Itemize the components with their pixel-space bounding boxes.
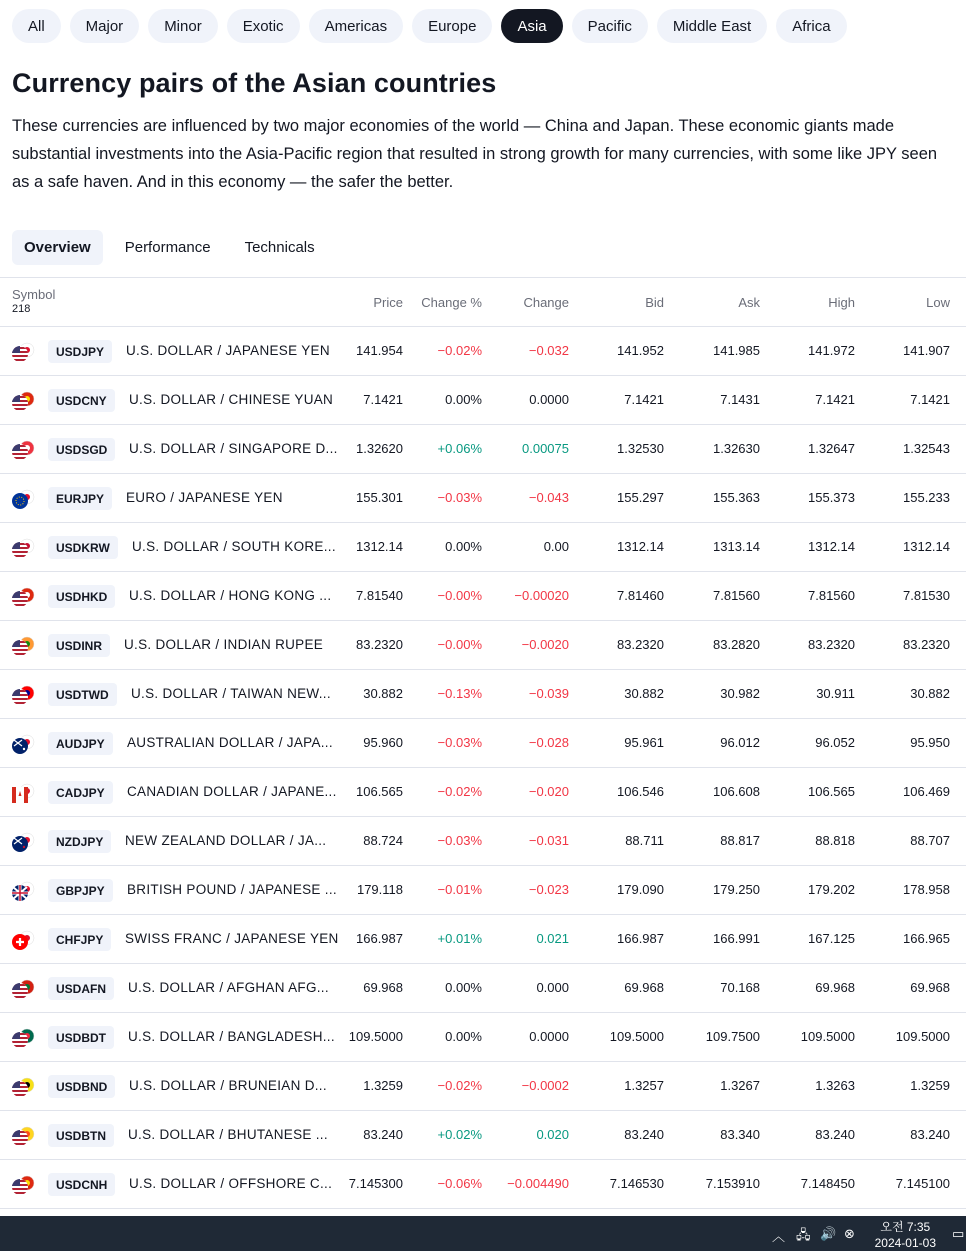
change-pct-cell: +0.01% xyxy=(437,931,482,946)
symbol-badge[interactable]: USDBND xyxy=(48,1075,115,1098)
currency-flag-icon xyxy=(11,1126,35,1146)
symbol-count: 218 xyxy=(12,303,31,315)
ask-cell: 7.81560 xyxy=(713,588,760,603)
taskbar-date: 2024-01-03 xyxy=(874,1236,936,1250)
change-pct-cell: 0.00% xyxy=(445,1029,482,1044)
price-cell: 141.954 xyxy=(356,343,403,358)
change-pct-cell: 0.00% xyxy=(445,539,482,554)
table-row[interactable] xyxy=(0,1160,966,1209)
change-cell: −0.00020 xyxy=(514,588,569,603)
low-cell: 7.145100 xyxy=(895,1176,950,1191)
currency-flag-icon xyxy=(11,391,35,411)
pair-description: U.S. DOLLAR / AFGHAN AFG... xyxy=(128,980,329,995)
currency-flag-icon xyxy=(11,440,35,460)
table-header xyxy=(0,277,966,327)
pair-description: U.S. DOLLAR / JAPANESE YEN xyxy=(126,343,330,358)
change-pct-cell: +0.02% xyxy=(437,1127,482,1142)
pair-description: U.S. DOLLAR / HONG KONG ... xyxy=(129,588,332,603)
ask-cell: 88.817 xyxy=(720,833,760,848)
price-cell: 179.118 xyxy=(356,882,403,897)
change-cell: 0.000 xyxy=(536,980,569,995)
ask-cell: 155.363 xyxy=(713,490,760,505)
change-pct-cell: −0.00% xyxy=(437,588,482,603)
low-cell: 95.950 xyxy=(910,735,950,750)
low-cell: 7.81530 xyxy=(903,588,950,603)
symbol-badge[interactable]: USDHKD xyxy=(48,585,115,608)
change-cell: −0.0002 xyxy=(521,1078,569,1093)
pair-description: U.S. DOLLAR / BRUNEIAN D... xyxy=(129,1078,327,1093)
table-row[interactable] xyxy=(0,474,966,523)
high-cell: 30.911 xyxy=(816,686,855,701)
bid-cell: 83.240 xyxy=(624,1127,664,1142)
table-row[interactable] xyxy=(0,1013,966,1062)
ask-cell: 83.340 xyxy=(720,1127,760,1142)
high-cell: 83.2320 xyxy=(808,637,855,652)
change-cell: 0.021 xyxy=(536,931,569,946)
low-cell: 1.32543 xyxy=(903,441,950,456)
low-cell: 83.240 xyxy=(910,1127,950,1142)
ask-cell: 70.168 xyxy=(720,980,760,995)
symbol-badge[interactable]: USDAFN xyxy=(48,977,114,1000)
tab-performance[interactable]: Performance xyxy=(124,239,211,256)
change-cell: 0.0000 xyxy=(529,1029,569,1044)
currency-flag-icon xyxy=(11,342,35,362)
bid-cell: 109.5000 xyxy=(609,1029,664,1044)
low-cell: 141.907 xyxy=(903,343,950,358)
price-cell: 88.724 xyxy=(363,833,403,848)
pair-description: CANADIAN DOLLAR / JAPANE... xyxy=(127,784,337,799)
currency-flag-icon xyxy=(11,881,35,901)
high-cell: 109.5000 xyxy=(800,1029,855,1044)
change-pct-cell: 0.00% xyxy=(445,392,482,407)
currency-table xyxy=(0,277,966,1209)
currency-flag-icon xyxy=(11,587,35,607)
pair-description: BRITISH POUND / JAPANESE ... xyxy=(127,882,337,897)
bid-cell: 155.297 xyxy=(617,490,664,505)
symbol-badge[interactable]: USDSGD xyxy=(48,438,115,461)
price-cell: 7.81540 xyxy=(356,588,403,603)
bid-cell: 179.090 xyxy=(617,882,664,897)
symbol-header-label: Symbol xyxy=(12,287,56,302)
bid-cell: 7.1421 xyxy=(624,392,664,407)
high-cell: 1.32647 xyxy=(808,441,855,456)
change-cell: −0.004490 xyxy=(507,1176,569,1191)
price-cell: 95.960 xyxy=(363,735,403,750)
price-cell: 1.32620 xyxy=(356,441,403,456)
change-cell: −0.043 xyxy=(528,490,569,505)
filter-chip-americas[interactable]: Americas xyxy=(309,9,404,43)
pair-description: U.S. DOLLAR / SINGAPORE D... xyxy=(129,441,338,456)
bid-cell: 1.3257 xyxy=(624,1078,664,1093)
change-cell: 0.0000 xyxy=(529,392,569,407)
pair-description: U.S. DOLLAR / CHINESE YUAN xyxy=(129,392,334,407)
table-row[interactable] xyxy=(0,866,966,915)
price-cell: 7.1421 xyxy=(363,392,403,407)
currency-flag-icon xyxy=(11,930,35,950)
bid-cell: 1.32530 xyxy=(617,441,664,456)
filter-chip-asia[interactable]: Asia xyxy=(501,9,562,43)
currency-flag-icon xyxy=(11,783,35,803)
currency-flag-icon xyxy=(11,1077,35,1097)
pair-description: U.S. DOLLAR / BHUTANESE ... xyxy=(128,1127,328,1142)
pair-description: NEW ZEALAND DOLLAR / JA... xyxy=(125,833,327,848)
change-cell: −0.028 xyxy=(528,735,569,750)
price-cell: 30.882 xyxy=(363,686,403,701)
price-cell: 166.987 xyxy=(356,931,403,946)
currency-flag-icon xyxy=(11,1175,35,1195)
chevron-up-icon[interactable]: ︿ xyxy=(772,1229,786,1244)
symbol-badge[interactable]: CADJPY xyxy=(48,781,113,804)
change-pct-column-header[interactable]: Change % xyxy=(421,295,482,310)
change-cell: −0.031 xyxy=(528,833,569,848)
change-pct-cell: −0.02% xyxy=(437,784,482,799)
high-column-header[interactable]: High xyxy=(828,295,855,310)
ask-cell: 179.250 xyxy=(713,882,760,897)
symbol-badge[interactable]: USDBTN xyxy=(48,1124,114,1147)
low-column-header[interactable]: Low xyxy=(926,295,950,310)
table-row[interactable] xyxy=(0,621,966,670)
high-cell: 7.148450 xyxy=(800,1176,855,1191)
symbol-badge[interactable]: NZDJPY xyxy=(48,830,111,853)
price-cell: 83.240 xyxy=(363,1127,403,1142)
low-cell: 109.5000 xyxy=(895,1029,950,1044)
bid-cell: 83.2320 xyxy=(617,637,664,652)
symbol-badge[interactable]: USDJPY xyxy=(48,340,112,363)
table-body xyxy=(0,327,966,1209)
filter-chip-exotic[interactable]: Exotic xyxy=(227,9,300,43)
filter-chip-major[interactable]: Major xyxy=(70,9,140,43)
change-cell: 0.00075 xyxy=(522,441,569,456)
high-cell: 7.1421 xyxy=(815,392,855,407)
low-cell: 1312.14 xyxy=(903,539,950,554)
market-filter-chips xyxy=(12,9,847,43)
table-row[interactable] xyxy=(0,327,966,376)
table-row[interactable] xyxy=(0,1062,966,1111)
bid-cell: 141.952 xyxy=(617,343,664,358)
high-cell: 88.818 xyxy=(815,833,855,848)
table-row[interactable] xyxy=(0,376,966,425)
table-row[interactable] xyxy=(0,572,966,621)
bid-cell: 106.546 xyxy=(617,784,664,799)
change-cell: 0.020 xyxy=(536,1127,569,1142)
price-cell: 1312.14 xyxy=(356,539,403,554)
ask-cell: 7.153910 xyxy=(705,1176,760,1191)
symbol-badge[interactable]: EURJPY xyxy=(48,487,112,510)
pair-description: U.S. DOLLAR / OFFSHORE C... xyxy=(129,1176,333,1191)
filter-chip-middle-east[interactable]: Middle East xyxy=(657,9,767,43)
pair-description: SWISS FRANC / JAPANESE YEN xyxy=(125,931,339,946)
symbol-badge[interactable]: USDCNY xyxy=(48,389,115,412)
currency-flag-icon xyxy=(11,489,35,509)
pair-description: U.S. DOLLAR / INDIAN RUPEE xyxy=(124,637,324,652)
windows-taskbar xyxy=(0,1216,966,1251)
bid-cell: 95.961 xyxy=(624,735,664,750)
currency-flag-icon xyxy=(11,979,35,999)
table-row[interactable] xyxy=(0,768,966,817)
change-pct-cell: −0.03% xyxy=(437,490,482,505)
tab-overview[interactable]: Overview xyxy=(12,230,103,265)
currency-flag-icon xyxy=(11,734,35,754)
currency-flag-icon xyxy=(11,538,35,558)
high-cell: 1.3263 xyxy=(815,1078,855,1093)
change-pct-cell: −0.13% xyxy=(437,686,482,701)
tab-technicals[interactable]: Technicals xyxy=(244,239,315,256)
ask-cell: 7.1431 xyxy=(720,392,760,407)
ask-column-header[interactable]: Ask xyxy=(738,295,760,310)
taskbar-clock[interactable] xyxy=(875,1219,936,1251)
change-pct-cell: −0.02% xyxy=(437,1078,482,1093)
change-pct-cell: −0.03% xyxy=(437,735,482,750)
change-pct-cell: −0.02% xyxy=(437,343,482,358)
table-row[interactable] xyxy=(0,719,966,768)
low-cell: 69.968 xyxy=(910,980,950,995)
symbol-badge[interactable]: CHFJPY xyxy=(48,928,111,951)
low-cell: 106.469 xyxy=(903,784,950,799)
high-cell: 167.125 xyxy=(808,931,855,946)
symbol-badge[interactable]: USDTWD xyxy=(48,683,117,706)
change-cell: −0.039 xyxy=(528,686,569,701)
low-cell: 178.958 xyxy=(903,882,950,897)
ask-cell: 1313.14 xyxy=(713,539,760,554)
ask-cell: 1.32630 xyxy=(713,441,760,456)
price-column-header[interactable]: Price xyxy=(373,295,403,310)
table-row[interactable] xyxy=(0,523,966,572)
pair-description: U.S. DOLLAR / TAIWAN NEW... xyxy=(131,686,331,701)
low-cell: 7.1421 xyxy=(910,392,950,407)
low-cell: 30.882 xyxy=(910,686,950,701)
high-cell: 1312.14 xyxy=(808,539,855,554)
symbol-column-header[interactable] xyxy=(12,287,55,317)
change-cell: −0.0020 xyxy=(521,637,569,652)
symbol-badge[interactable]: USDCNH xyxy=(48,1173,115,1196)
bid-cell: 88.711 xyxy=(625,833,664,848)
ask-cell: 30.982 xyxy=(720,686,760,701)
high-cell: 69.968 xyxy=(815,980,855,995)
high-cell: 141.972 xyxy=(808,343,855,358)
currency-flag-icon xyxy=(11,832,35,852)
filter-chip-pacific[interactable]: Pacific xyxy=(572,9,648,43)
change-pct-cell: +0.06% xyxy=(437,441,482,456)
network-icon[interactable]: 🖧 xyxy=(796,1227,811,1242)
filter-chip-minor[interactable]: Minor xyxy=(148,9,218,43)
page-description: These currencies are influenced by two major economies of the world — China and Japan. These economic giants made substantial investments into the Asia-Pacific region that resulted in strong growth for many currencies, with some like JPY seen as a safe haven. And in this economy — the safer the better. xyxy=(12,117,938,191)
table-row[interactable] xyxy=(0,964,966,1013)
symbol-badge[interactable]: AUDJPY xyxy=(48,732,113,755)
price-cell: 7.145300 xyxy=(348,1176,403,1191)
low-cell: 155.233 xyxy=(903,490,950,505)
high-cell: 179.202 xyxy=(808,882,855,897)
table-row[interactable] xyxy=(0,915,966,964)
change-cell: −0.020 xyxy=(528,784,569,799)
price-cell: 1.3259 xyxy=(363,1078,403,1093)
pair-description: EURO / JAPANESE YEN xyxy=(126,490,283,505)
bid-cell: 7.146530 xyxy=(609,1176,664,1191)
table-row[interactable] xyxy=(0,817,966,866)
pair-description: U.S. DOLLAR / BANGLADESH... xyxy=(128,1029,335,1044)
price-cell: 155.301 xyxy=(356,490,403,505)
change-pct-cell: −0.03% xyxy=(437,833,482,848)
currency-flag-icon xyxy=(11,685,35,705)
change-column-header[interactable]: Change xyxy=(523,295,569,310)
price-cell: 109.5000 xyxy=(348,1029,403,1044)
ask-cell: 109.7500 xyxy=(705,1029,760,1044)
ask-cell: 141.985 xyxy=(713,343,760,358)
taskbar-time: 오전 7:35 xyxy=(880,1220,931,1234)
page-title: Currency pairs of the Asian countries xyxy=(12,68,497,98)
symbol-badge[interactable]: GBPJPY xyxy=(48,879,113,902)
ask-cell: 106.608 xyxy=(713,784,760,799)
ask-cell: 83.2820 xyxy=(713,637,760,652)
filter-chip-europe[interactable]: Europe xyxy=(412,9,492,43)
high-cell: 7.81560 xyxy=(808,588,855,603)
table-row[interactable] xyxy=(0,425,966,474)
close-circle-icon[interactable]: ⊗ xyxy=(844,1226,855,1241)
bid-cell: 1312.14 xyxy=(617,539,664,554)
pair-description: U.S. DOLLAR / SOUTH KORE... xyxy=(132,539,336,554)
change-pct-cell: −0.00% xyxy=(437,637,482,652)
change-pct-cell: 0.00% xyxy=(445,980,482,995)
high-cell: 155.373 xyxy=(808,490,855,505)
bid-cell: 30.882 xyxy=(624,686,664,701)
notification-icon[interactable]: ▭ xyxy=(952,1226,965,1241)
table-row[interactable] xyxy=(0,670,966,719)
ask-cell: 96.012 xyxy=(720,735,760,750)
pair-description: AUSTRALIAN DOLLAR / JAPA... xyxy=(127,735,333,750)
price-cell: 69.968 xyxy=(363,980,403,995)
bid-cell: 69.968 xyxy=(624,980,664,995)
symbol-badge[interactable]: USDKRW xyxy=(48,536,118,559)
bid-cell: 166.987 xyxy=(617,931,664,946)
low-cell: 83.2320 xyxy=(903,637,950,652)
table-row[interactable] xyxy=(0,1111,966,1160)
change-pct-cell: −0.06% xyxy=(437,1176,482,1191)
bid-column-header[interactable]: Bid xyxy=(645,295,664,310)
low-cell: 166.965 xyxy=(903,931,950,946)
symbol-badge[interactable]: USDINR xyxy=(48,634,110,657)
high-cell: 83.240 xyxy=(815,1127,855,1142)
change-cell: −0.032 xyxy=(528,343,569,358)
price-cell: 83.2320 xyxy=(356,637,403,652)
ask-cell: 1.3267 xyxy=(720,1078,760,1093)
low-cell: 88.707 xyxy=(910,833,950,848)
high-cell: 96.052 xyxy=(815,735,855,750)
filter-chip-africa[interactable]: Africa xyxy=(776,9,846,43)
symbol-badge[interactable]: USDBDT xyxy=(48,1026,114,1049)
filter-chip-all[interactable]: All xyxy=(12,9,61,43)
currency-flag-icon xyxy=(11,636,35,656)
view-tabs xyxy=(12,230,327,265)
bid-cell: 7.81460 xyxy=(617,588,664,603)
low-cell: 1.3259 xyxy=(910,1078,950,1093)
ask-cell: 166.991 xyxy=(713,931,760,946)
change-cell: 0.00 xyxy=(543,539,569,554)
volume-icon[interactable]: 🔊 xyxy=(820,1226,837,1241)
currency-flag-icon xyxy=(11,1028,35,1048)
high-cell: 106.565 xyxy=(808,784,855,799)
change-cell: −0.023 xyxy=(528,882,569,897)
change-pct-cell: −0.01% xyxy=(437,882,482,897)
price-cell: 106.565 xyxy=(356,784,403,799)
